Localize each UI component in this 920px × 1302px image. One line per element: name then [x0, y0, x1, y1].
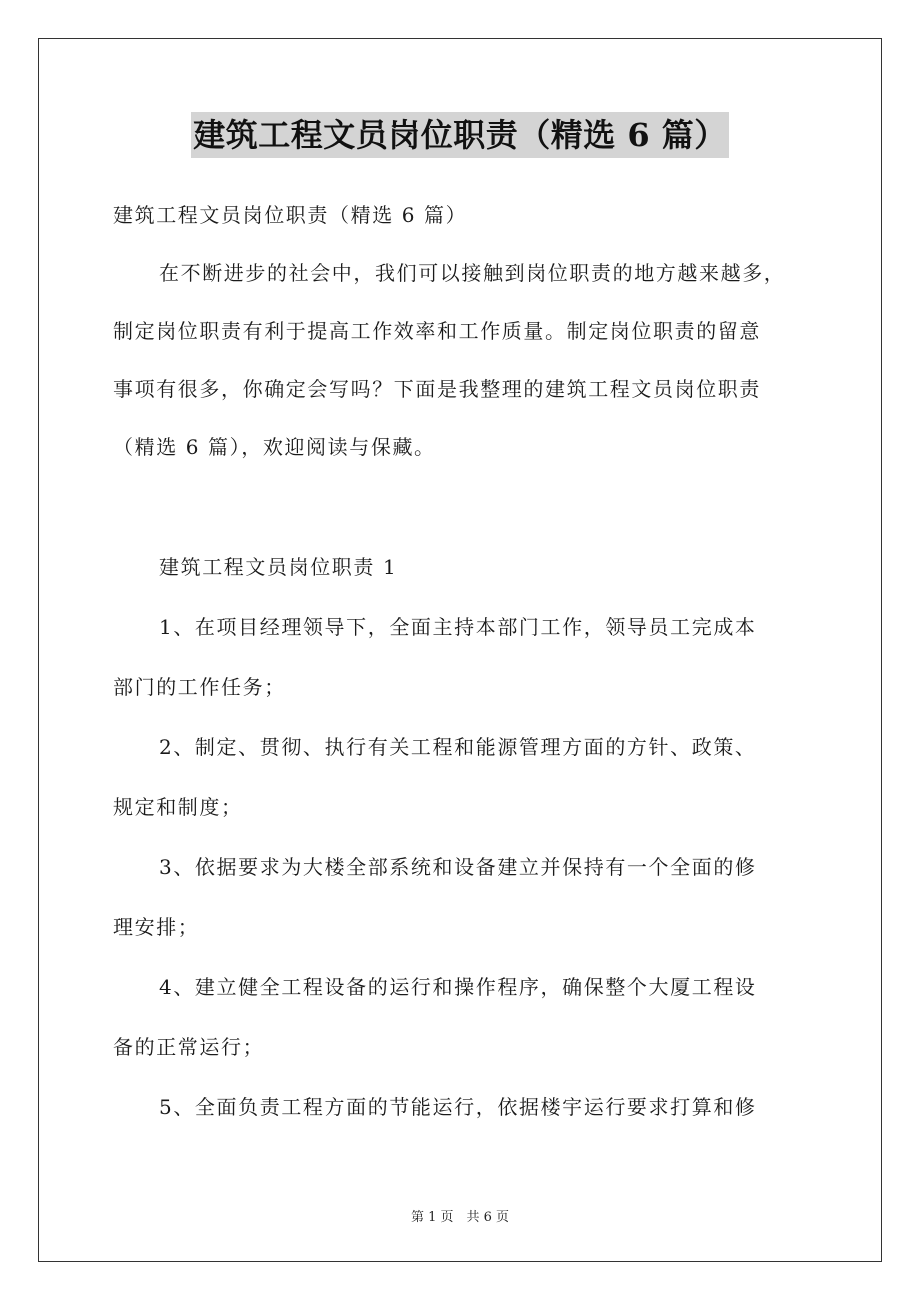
duty-item-continuation: 理安排；	[113, 915, 200, 939]
intro-line: 在不断进步的社会中，我们可以接触到岗位职责的地方越来越多，	[159, 261, 786, 285]
duty-item-first-line: 1、在项目经理领导下，全面主持本部门工作，领导员工完成本	[159, 615, 757, 639]
duty-item	[113, 848, 808, 946]
document-title: 建筑工程文员岗位职责（精选 6 篇）	[191, 112, 729, 158]
duty-item	[113, 968, 808, 1066]
duty-item	[113, 728, 808, 826]
document-body	[113, 196, 808, 1126]
duty-item-first-line: 3、依据要求为大楼全部系统和设备建立并保持有一个全面的修	[159, 855, 757, 879]
duty-item-continuation: 规定和制度；	[113, 795, 243, 819]
intro-line: （精选 6 篇），欢迎阅读与保藏。	[113, 435, 436, 459]
page-footer: 第 1 页 共 6 页	[410, 1210, 510, 1225]
duty-item	[113, 1088, 808, 1126]
section-heading: 建筑工程文员岗位职责 1	[159, 555, 398, 579]
duty-item	[113, 608, 808, 706]
duty-item-first-line: 4、建立健全工程设备的运行和操作程序，确保整个大厦工程设	[159, 975, 757, 999]
duty-item-first-line: 2、制定、贯彻、执行有关工程和能源管理方面的方针、政策、	[159, 735, 757, 759]
intro-paragraph	[113, 254, 808, 466]
duty-item-continuation: 部门的工作任务；	[113, 675, 286, 699]
duty-item-continuation: 备的正常运行；	[113, 1035, 265, 1059]
intro-line: 制定岗位职责有利于提高工作效率和工作质量。制定岗位职责的留意	[113, 319, 761, 343]
duty-item-first-line: 5、全面负责工程方面的节能运行，依据楼宇运行要求打算和修	[159, 1095, 757, 1119]
document-subtitle: 建筑工程文员岗位职责（精选 6 篇）	[113, 203, 468, 227]
intro-line: 事项有很多，你确定会写吗？下面是我整理的建筑工程文员岗位职责	[113, 377, 761, 401]
title-area	[0, 112, 920, 158]
